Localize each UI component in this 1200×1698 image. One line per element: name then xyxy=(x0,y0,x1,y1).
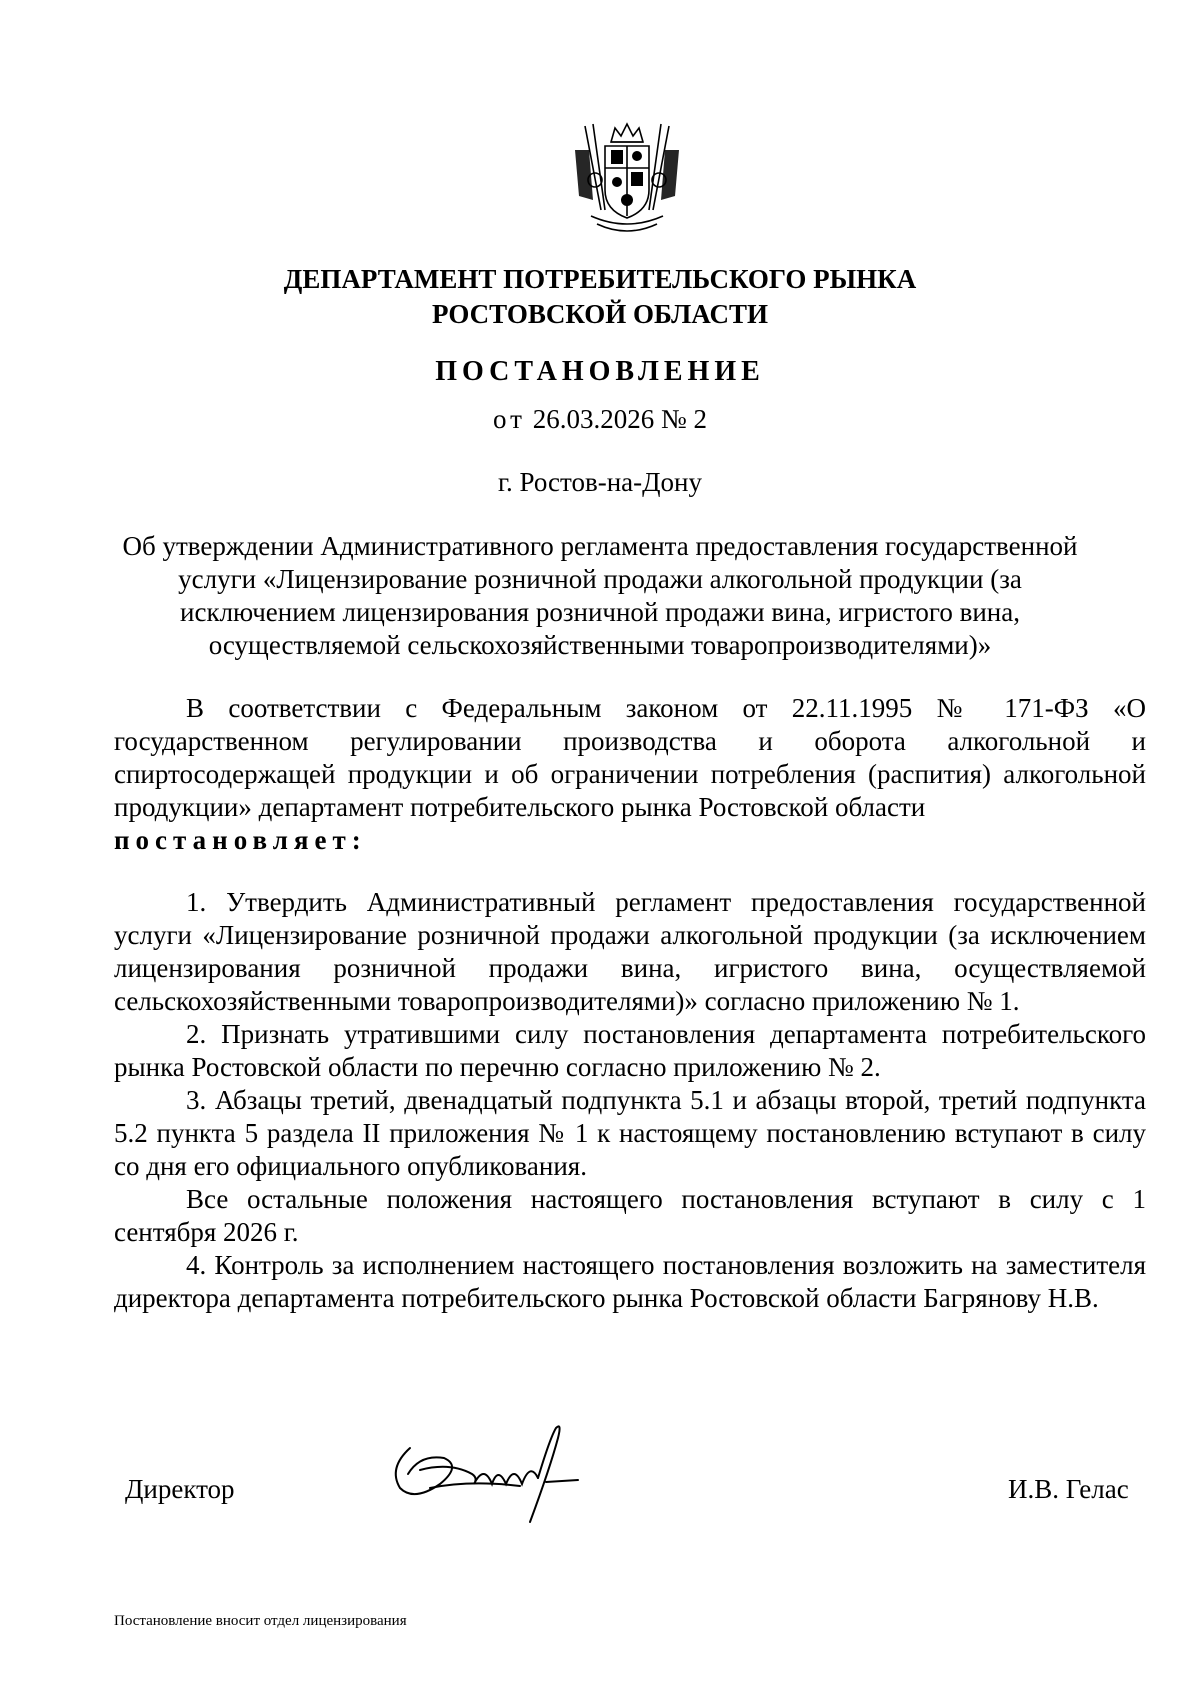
coat-of-arms-icon xyxy=(571,120,683,234)
organization-name xyxy=(0,262,1200,332)
resolution-item-4: 4. Контроль за исполнением настоящего постановления возложить на заместителя директора департамента потребительского рынка Ростовской области Багрянову Н.В. xyxy=(114,1250,1146,1313)
resolution-items xyxy=(114,886,1146,1315)
subject-line: осуществляемой сельскохозяйственными товаропроизводителями)» xyxy=(208,630,992,660)
signatory-title: Директор xyxy=(125,1474,235,1504)
document-number: № 2 xyxy=(660,404,707,434)
resolves-word: постановляет: xyxy=(114,825,367,855)
organization-name-line-2: РОСТОВСКОЙ ОБЛАСТИ xyxy=(432,299,768,329)
subject-line: Об утверждении Административного регламента предоставления государственной xyxy=(122,531,1078,561)
preamble-text: В соответствии с Федеральным законом от 22.11.1995 № 171-ФЗ «О государственном регулировании производства и оборота алкогольной и спиртосодержащей продукции и об ограничении потребления (распития) алкогольной продукции» департамент потребительского рынка Ростовской области xyxy=(114,693,1146,822)
handwritten-signature xyxy=(380,1418,600,1530)
preamble-paragraph xyxy=(114,692,1146,824)
document-date-number xyxy=(0,402,1200,436)
subject-line: услуги «Лицензирование розничной продажи алкогольной продукции (за xyxy=(178,564,1022,594)
resolution-item-1: 1. Утвердить Административный регламент предоставления государственной услуги «Лицензирование розничной продажи алкогольной продукции (за исключением лицензирования розничной продажи вина, игристого вина, осуществляемой сельскохозяйственными товаропроизводителями)» согласно приложению № 1. xyxy=(114,887,1146,1016)
footer-note: Постановление вносит отдел лицензирования xyxy=(114,1613,407,1629)
date-prefix: от xyxy=(493,404,526,434)
signatory-name: И.В. Гелас xyxy=(1008,1474,1129,1504)
resolution-item-3-continuation: Все остальные положения настоящего постановления вступают в силу с 1 сентября 2026 г. xyxy=(114,1184,1146,1247)
document-date: 26.03.2026 xyxy=(532,404,655,434)
document-type: ПОСТАНОВЛЕНИЕ xyxy=(435,356,765,387)
organization-name-line-1: ДЕПАРТАМЕНТ ПОТРЕБИТЕЛЬСКОГО РЫНКА xyxy=(283,264,917,294)
resolution-item-3: 3. Абзацы третий, двенадцатый подпункта 5.1 и абзацы второй, третий подпункта 5.2 пункта 5 раздела II приложения № 1 к настоящему постановлению вступают в силу со дня его официального опубликования. xyxy=(114,1085,1146,1181)
document-city: г. Ростов-на-Дону xyxy=(497,467,702,497)
subject-line: исключением лицензирования розничной продажи вина, игристого вина, xyxy=(180,597,1020,627)
preamble xyxy=(114,692,1146,857)
resolution-item-2: 2. Признать утратившими силу постановления департамента потребительского рынка Ростовской области по перечню согласно приложению № 2. xyxy=(114,1019,1146,1082)
document-subject xyxy=(120,530,1080,662)
